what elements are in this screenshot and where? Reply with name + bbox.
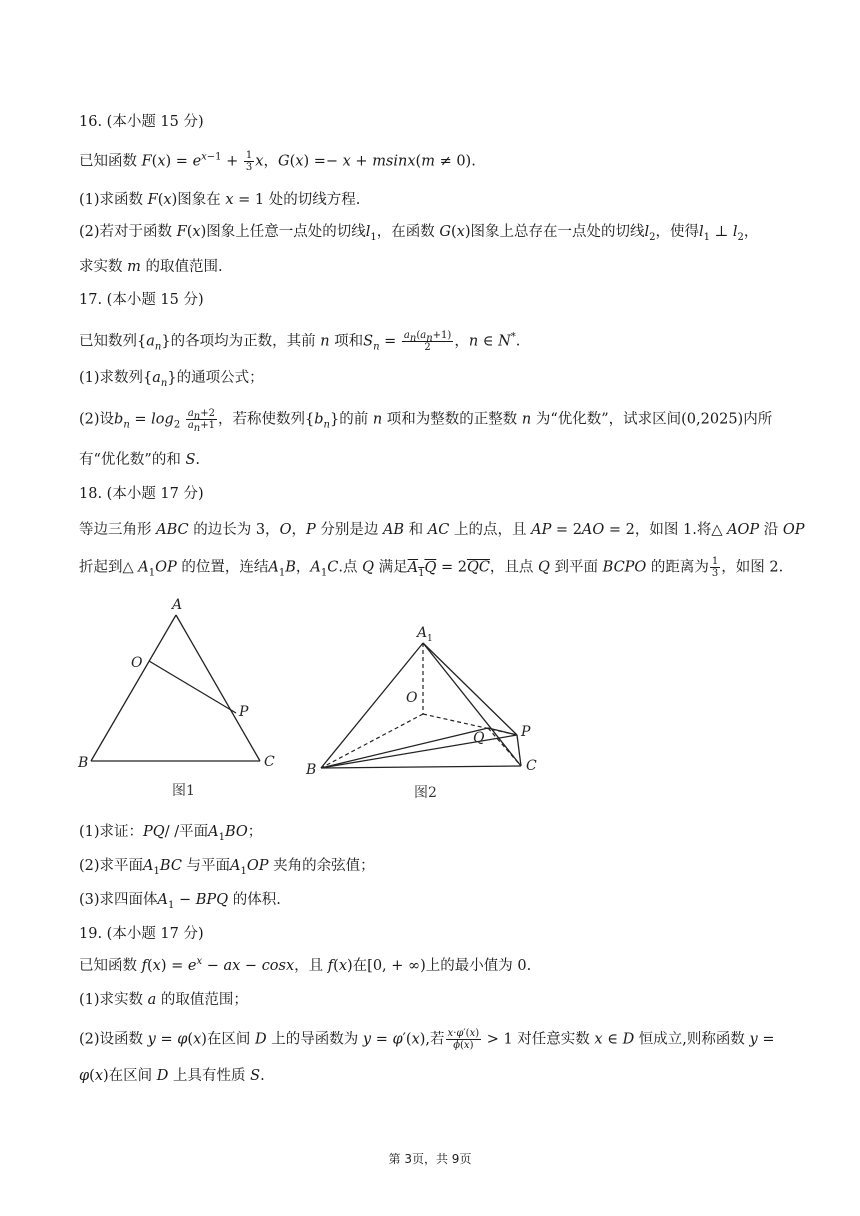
edge-AB (91, 615, 176, 761)
fig2-label-P: P (521, 724, 531, 740)
edge-BP (321, 735, 517, 768)
edge-A1P (423, 643, 517, 735)
fig2-caption: 图2 (414, 785, 437, 801)
figure-2 (321, 643, 521, 768)
q17-part1: (1)求数列$\{a_n\}$的通项公式； (79, 370, 264, 389)
q16-part2-line2: 求实数 m 的取值范围. (79, 259, 223, 275)
page-footer: 第 3页，共 9页 (388, 1152, 472, 1166)
q19-header: 19. (本小题 17 分) (79, 926, 204, 942)
q18-part2: (2)求平面$A_1BC$ 与平面$A_1OP$ 夹角的余弦值； (79, 858, 375, 877)
q16-stem: 已知函数 $F(x) = e^{x-1}$ + $\frac{1}{3}$ x，G(x) =− x + msinx(m ≠ 0). (79, 150, 476, 173)
q18-part1: (1)求证：PQ/ /平面$A_1BO$； (79, 824, 263, 843)
fig1-caption: 图1 (172, 783, 195, 799)
q18-stem-line1: 等边三角形 ABC 的边长为 3，O，P 分别是边 AB 和 AC 上的点，且 AP = 2AO = 2，如图 1.将△ AOP 沿 OP (79, 522, 805, 538)
fig1-label-C: C (264, 754, 275, 770)
q18-part3: (3)求四面体$A_1$ − BPQ 的体积. (79, 892, 281, 911)
fig1-label-B: B (78, 755, 89, 771)
edge-OP (149, 661, 236, 713)
q17-part2-line2: 有“优化数”的和 S. (79, 452, 200, 468)
q18-figures (0, 590, 860, 810)
fig1-label-O: O (131, 655, 143, 671)
edge-AC (176, 615, 260, 761)
q18-stem-line2: 折起到△ $A_1OP$ 的位置，连结$A_1B$，$A_1C$.点 Q 满足$A_1Q = 2\overline{QC}$，且点 Q 到平面 BCPO 的距离为 $\frac{1}{3}$ ，如图 2. (79, 556, 784, 579)
q17-header: 17. (本小题 15 分) (79, 292, 204, 308)
fig2-label-A1: A (417, 625, 428, 641)
figure-2-hidden-edges (321, 643, 521, 768)
fig1-label-P: P (239, 704, 249, 720)
q16-part1: (1)求函数 F(x)图象在 x = 1 处的切线方程. (79, 192, 361, 208)
q19-part2-line1: (2)设函数 y = φ(x)在区间 D 上的导函数为 y = φ′(x),若 $\frac{x\cdot\varphi'(x)}{\phi(x)}$ > 1 对任意实数 x ∈ D 恒成立,则称函数 y = (79, 1028, 775, 1051)
fig2-label-A1-sub: 1 (427, 634, 433, 644)
fig2-label-Q: Q (473, 730, 485, 746)
fig2-label-O: O (406, 690, 418, 706)
q19-stem: 已知函数 $f(x) = e^x$ − ax − cosx，且 f(x)在[0, + ∞)上的最小值为 0. (79, 956, 532, 974)
q16-header: 16. (本小题 15 分) (79, 114, 204, 130)
q17-part2-line1: (2)设$b_n = \log_2$ $\frac{a_n+2}{a_n+1}$ ，若称使数列$\{b_n\}$的前 n 项和为整数的正整数 n 为“优化数”，试求区间(0,2025)内所 (79, 408, 773, 434)
edge-BC (321, 766, 521, 768)
q19-part1: (1)求实数 a 的取值范围； (79, 992, 248, 1008)
q18-header: 18. (本小题 17 分) (79, 486, 204, 502)
q17-stem: 已知数列$\{a_n\}$的各项均为正数，其前 n 项和$S_n$ = $\frac{a_n(a_n+1)}{2}$ ，n ∈ N*. (79, 330, 521, 353)
q19-part2-line2: φ(x)在区间 D 上具有性质 S. (79, 1068, 265, 1084)
edge-A1C (423, 643, 521, 766)
figure-1 (91, 615, 260, 761)
fig2-label-C: C (526, 758, 537, 774)
fig2-label-B: B (306, 762, 317, 778)
edge-BQ (321, 728, 488, 768)
fig1-label-A: A (172, 597, 183, 613)
q16-part2-line1: (2)若对于函数 F(x)图象上任意一点处的切线$l_1$，在函数 G(x)图象上总存在一点处的切线$l_2$，使得$l_1$ ⊥ $l_2$， (79, 224, 759, 243)
